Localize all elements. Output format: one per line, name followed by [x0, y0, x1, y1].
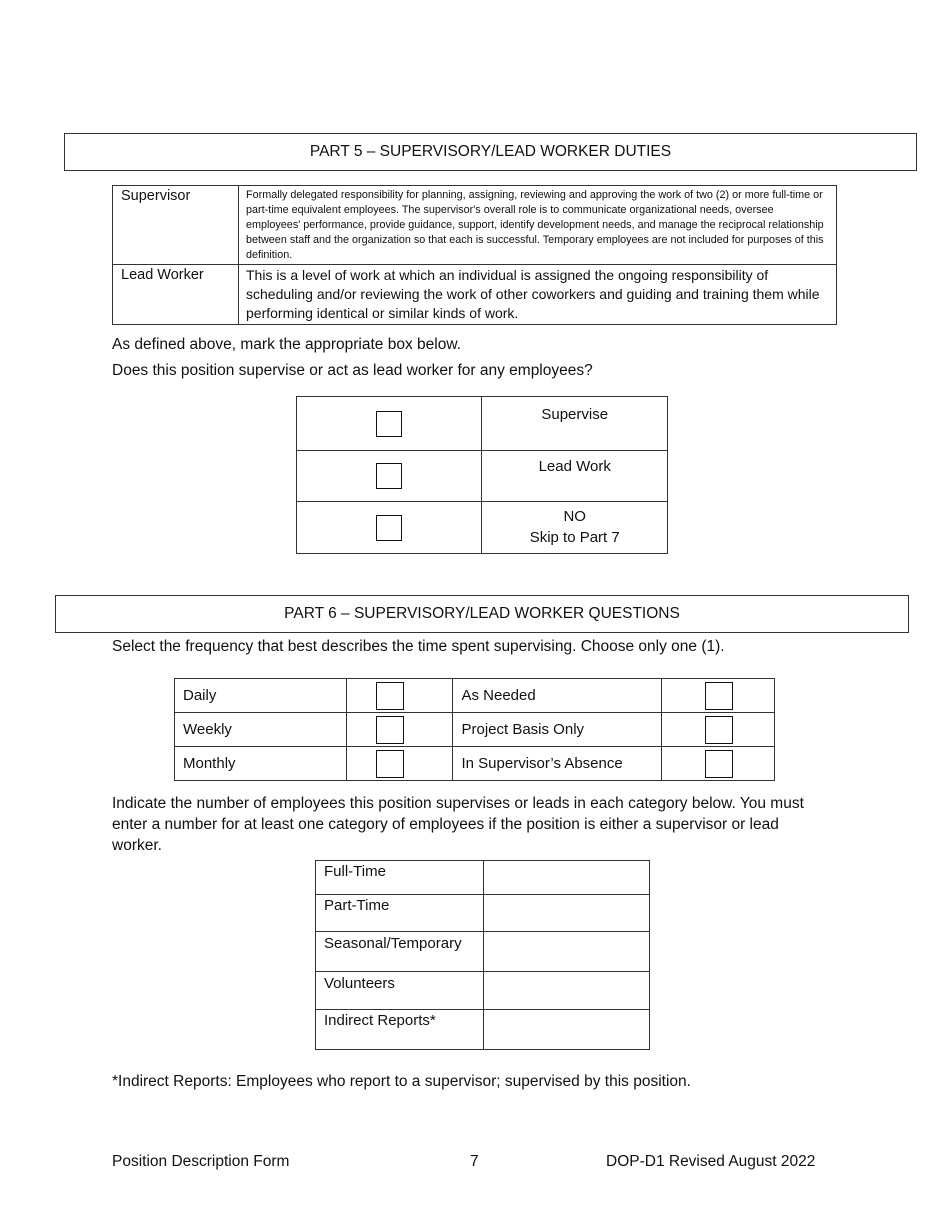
seasonal-count-field[interactable] [483, 932, 649, 972]
choice-label-supervise: Supervise [482, 397, 668, 451]
count-label-volunteers: Volunteers [316, 972, 484, 1010]
frequency-cell [662, 747, 775, 781]
definition-row-lead-worker [113, 265, 837, 325]
frequency-label-absence: In Supervisor’s Absence [453, 747, 662, 781]
as-needed-checkbox[interactable] [705, 682, 733, 710]
footer-revision: DOP-D1 Revised August 2022 [606, 1153, 816, 1170]
indirect-reports-footnote: *Indirect Reports: Employees who report to a supervisor; supervised by this position. [112, 1073, 691, 1090]
supervise-checkbox[interactable] [376, 411, 402, 437]
full-time-count-field[interactable] [483, 861, 649, 895]
frequency-cell [346, 679, 453, 713]
count-row-seasonal [316, 932, 650, 972]
frequency-row [175, 679, 775, 713]
employee-count-table [315, 860, 650, 1050]
monthly-checkbox[interactable] [376, 750, 404, 778]
indirect-count-field[interactable] [483, 1010, 649, 1050]
choice-cell [297, 397, 482, 451]
frequency-label-monthly: Monthly [175, 747, 347, 781]
lead-work-checkbox[interactable] [376, 463, 402, 489]
footer-form-name: Position Description Form [112, 1153, 290, 1170]
count-label-indirect: Indirect Reports* [316, 1010, 484, 1050]
count-row-indirect [316, 1010, 650, 1050]
count-row-full-time [316, 861, 650, 895]
frequency-cell [346, 713, 453, 747]
choice-label-no-line1: NO [563, 508, 586, 525]
frequency-label-daily: Daily [175, 679, 347, 713]
no-checkbox[interactable] [376, 515, 402, 541]
frequency-cell [346, 747, 453, 781]
supervise-choice-table [296, 396, 668, 554]
choice-label-lead-work: Lead Work [482, 451, 668, 502]
volunteers-count-field[interactable] [483, 972, 649, 1010]
instruction-mark-box: As defined above, mark the appropriate box below. [112, 336, 461, 353]
choice-row-no [297, 502, 668, 554]
definition-text-lead-worker: This is a level of work at which an individual is assigned the ongoing responsibility of scheduling and/or reviewing the work of other coworkers and guiding and training them while performing identical or similar kinds of work. [239, 265, 837, 325]
absence-checkbox[interactable] [705, 750, 733, 778]
frequency-label-weekly: Weekly [175, 713, 347, 747]
count-row-volunteers [316, 972, 650, 1010]
instruction-supervise-question: Does this position supervise or act as lead worker for any employees? [112, 362, 593, 379]
choice-label-no-line2: Skip to Part 7 [529, 529, 620, 546]
daily-checkbox[interactable] [376, 682, 404, 710]
choice-label-no [482, 502, 668, 554]
frequency-cell [662, 713, 775, 747]
definition-row-supervisor [113, 186, 837, 265]
definition-term-lead-worker: Lead Worker [113, 265, 239, 325]
count-label-seasonal: Seasonal/Temporary [316, 932, 484, 972]
count-label-full-time: Full-Time [316, 861, 484, 895]
project-basis-checkbox[interactable] [705, 716, 733, 744]
weekly-checkbox[interactable] [376, 716, 404, 744]
frequency-row [175, 747, 775, 781]
frequency-cell [662, 679, 775, 713]
choice-cell [297, 502, 482, 554]
footer-page-number: 7 [470, 1153, 479, 1170]
count-label-part-time: Part-Time [316, 895, 484, 932]
count-row-part-time [316, 895, 650, 932]
part-time-count-field[interactable] [483, 895, 649, 932]
definition-text-supervisor: Formally delegated responsibility for planning, assigning, reviewing and approving the work of two (2) or more full-time or part-time equivalent employees. The supervisor's overall role is to communicate organizational needs, oversee employees' performance, provide guidance, support, identify development needs, and manage the reciprocal relationship between staff and the organization so that each is successful. Temporary employees are not included for purposes of this definition. [239, 186, 837, 265]
choice-cell [297, 451, 482, 502]
frequency-instruction: Select the frequency that best describes the time spent supervising. Choose only one (1). [112, 638, 725, 655]
frequency-label-project-basis: Project Basis Only [453, 713, 662, 747]
choice-row-lead-work [297, 451, 668, 502]
frequency-table [174, 678, 775, 781]
part6-title: PART 6 – SUPERVISORY/LEAD WORKER QUESTIONS [55, 595, 909, 633]
part5-title: PART 5 – SUPERVISORY/LEAD WORKER DUTIES [64, 133, 917, 171]
frequency-label-as-needed: As Needed [453, 679, 662, 713]
definitions-table [112, 185, 837, 325]
choice-row-supervise [297, 397, 668, 451]
frequency-row [175, 713, 775, 747]
definition-term-supervisor: Supervisor [113, 186, 239, 265]
count-instruction: Indicate the number of employees this position supervises or leads in each category below. You must enter a number for at least one category of employees if the position is either a supervisor or lead worker. [112, 795, 804, 854]
